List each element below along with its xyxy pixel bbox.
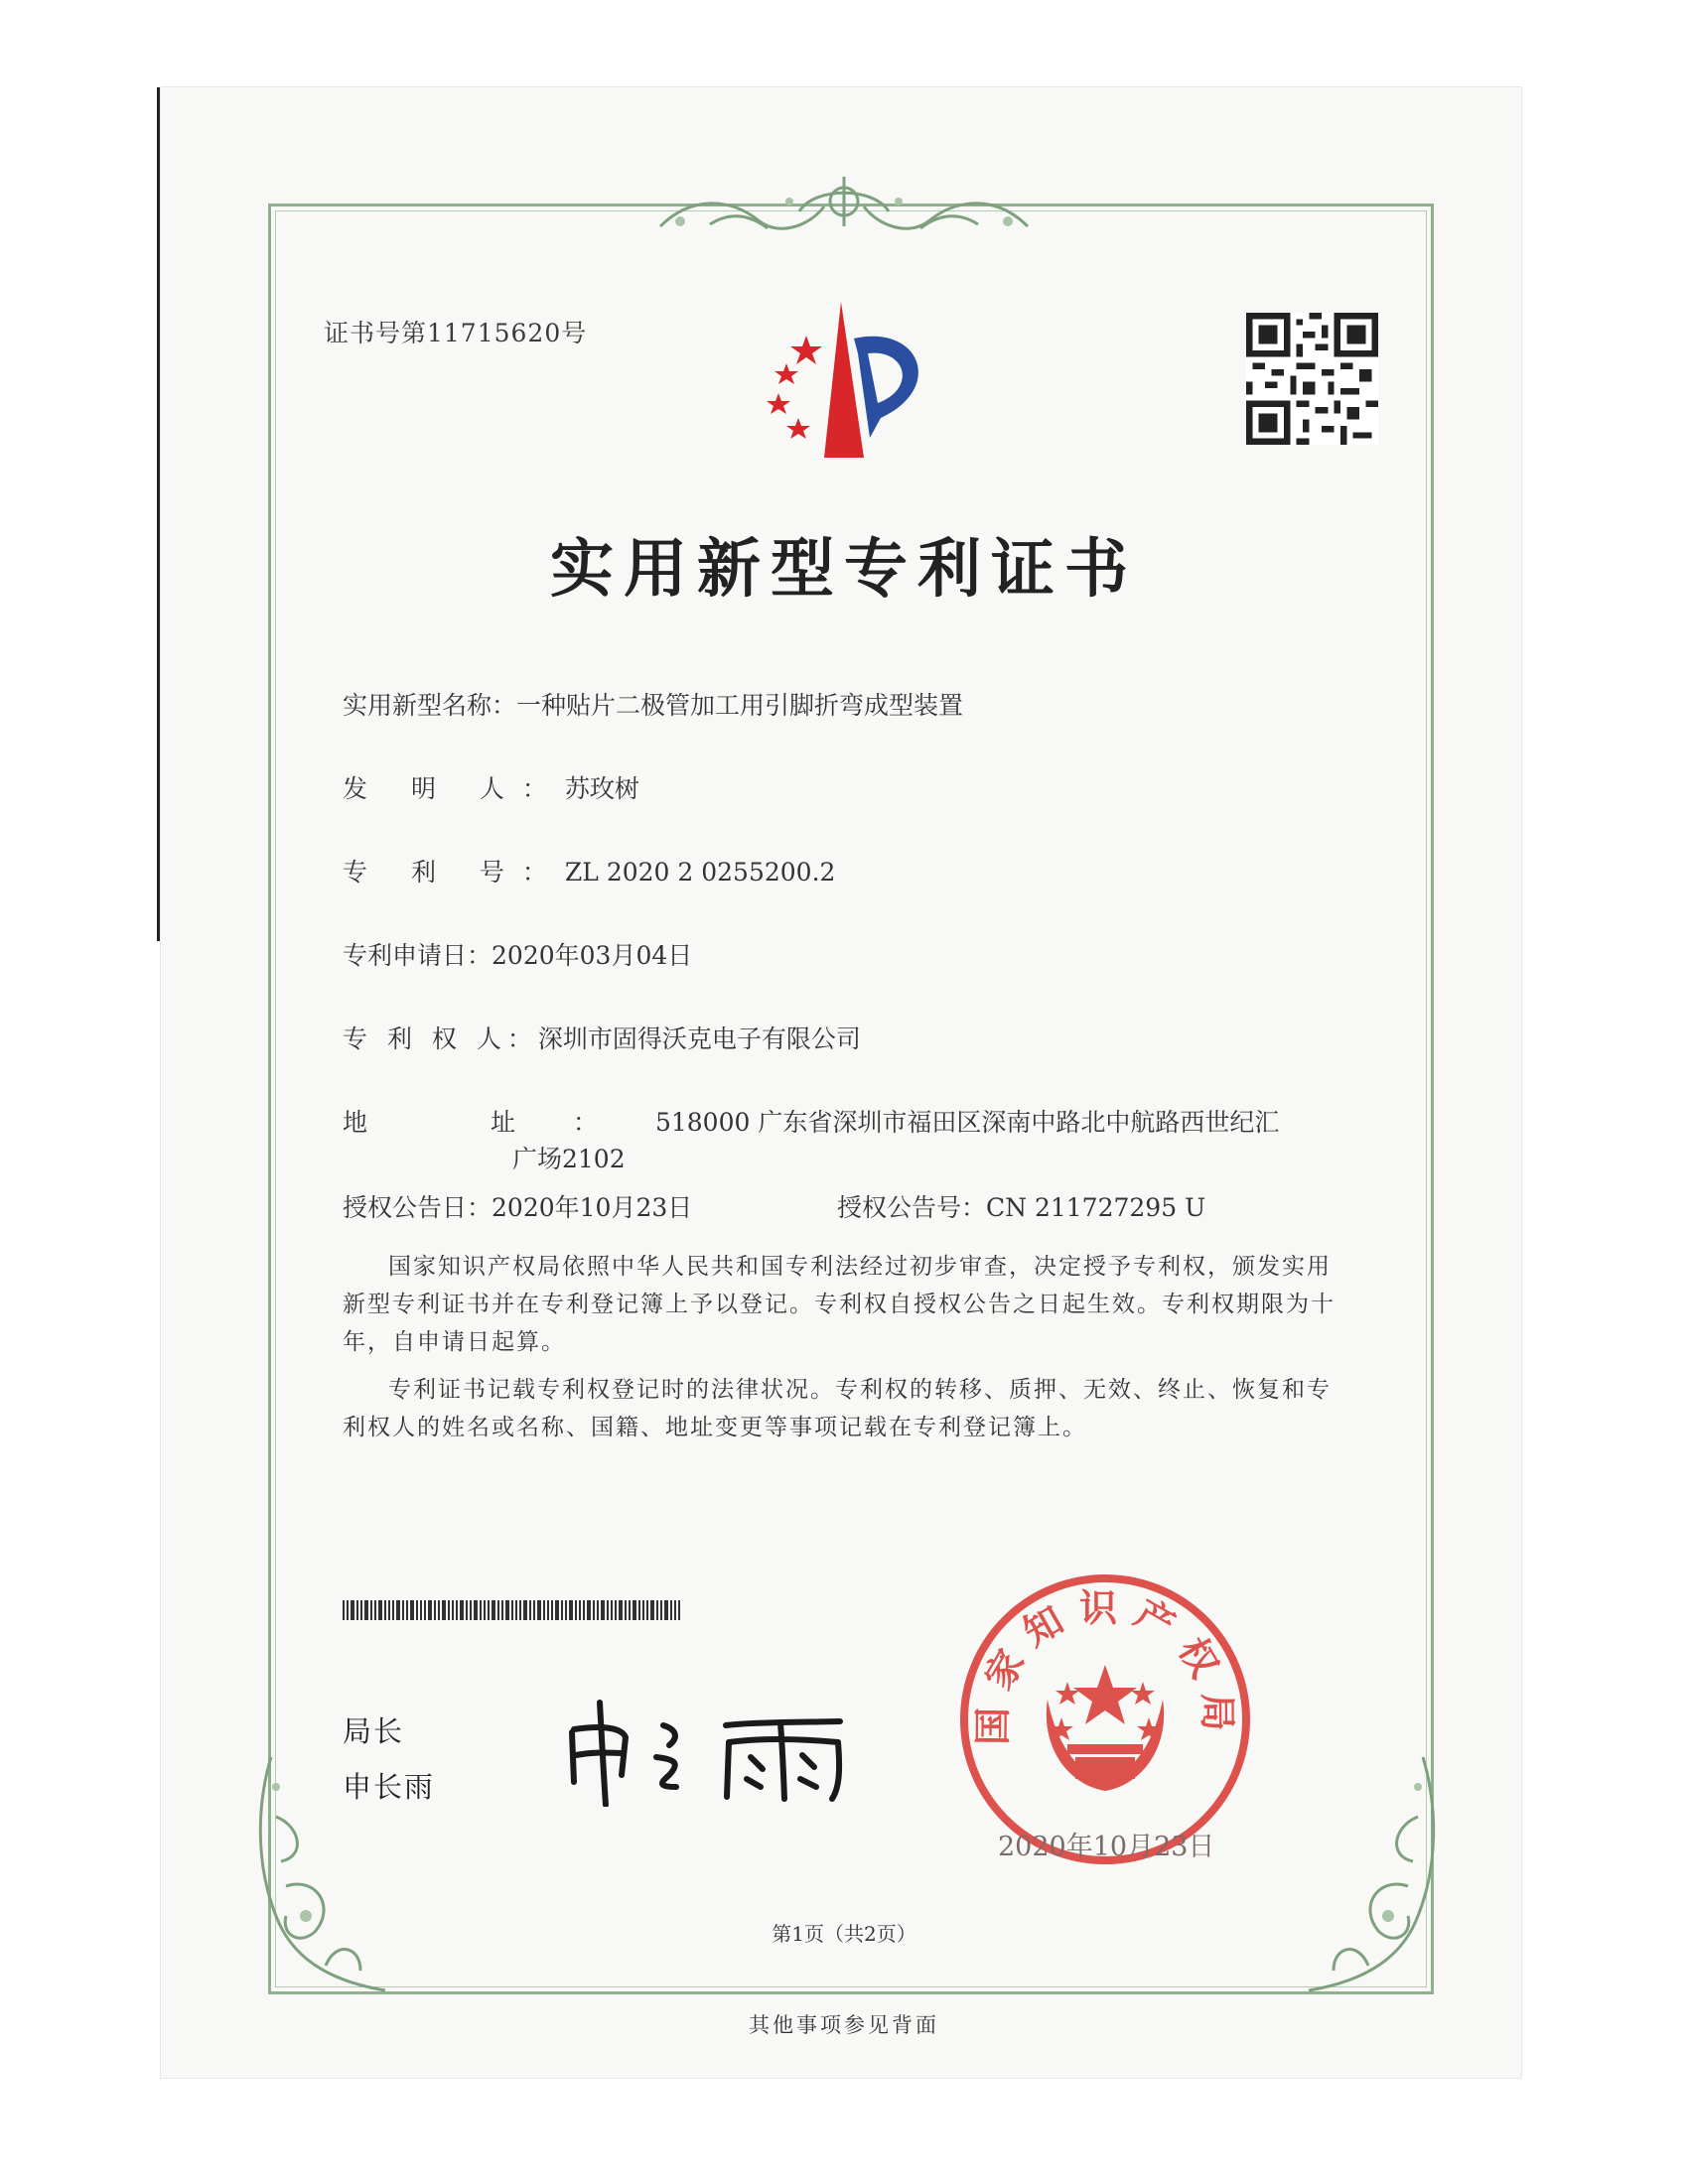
field-inventor bbox=[343, 769, 639, 805]
official-seal-icon bbox=[956, 1570, 1254, 1868]
field-value: 苏玫树 bbox=[564, 774, 639, 803]
body-paragraph-1: 国家知识产权局依照中华人民共和国专利法经过初步审查，决定授予专利权，颁发实用新型专利证书并在专利登记簿上予以登记。专利权自授权公告之日起生效。专利权期限为十年，自申请日起算。 bbox=[343, 1254, 1336, 1355]
seal-text: 国家知识产权局 bbox=[970, 1585, 1240, 1746]
field-label: 专 利 号： bbox=[343, 858, 565, 887]
certificate-number: 证书号第11715620号 bbox=[324, 319, 588, 347]
field-value: 深圳市固得沃克电子有限公司 bbox=[537, 1024, 861, 1053]
page-number: 第1页（共2页） bbox=[772, 1922, 916, 1946]
field-announce-date bbox=[343, 1188, 692, 1224]
field-label: 授权公告号： bbox=[837, 1193, 987, 1222]
seal-date: 2020年10月23日 bbox=[998, 1832, 1215, 1862]
field-value: 2020年10月23日 bbox=[492, 1193, 693, 1222]
field-value: 2020年03月04日 bbox=[492, 941, 693, 970]
director-title: 局长 bbox=[343, 1714, 405, 1748]
field-announce-number bbox=[837, 1188, 1205, 1224]
field-value: 一种贴片二极管加工用引脚折弯成型装置 bbox=[516, 691, 964, 720]
field-value: ZL 2020 2 0255200.2 bbox=[564, 858, 836, 887]
body-paragraph-2: 专利证书记载专利权登记时的法律状况。专利权的转移、质押、无效、终止、恢复和专利权人的姓名或名称、国籍、地址变更等事项记载在专利登记簿上。 bbox=[343, 1377, 1332, 1440]
field-label: 发 明 人： bbox=[343, 774, 565, 803]
qr-code-icon bbox=[1246, 313, 1378, 445]
handwritten-signature bbox=[552, 1688, 860, 1807]
field-label: 实用新型名称： bbox=[343, 691, 517, 720]
back-note: 其他事项参见背面 bbox=[749, 2013, 939, 2037]
top-ornament bbox=[650, 167, 1038, 246]
cnipa-emblem-icon bbox=[747, 294, 955, 468]
field-patentee bbox=[343, 1020, 861, 1055]
field-label: 专 利 权 人： bbox=[343, 1024, 538, 1053]
director-name: 申长雨 bbox=[343, 1770, 436, 1804]
certificate-title: 实用新型专利证书 bbox=[550, 532, 1138, 607]
field-address-line2: 广场2102 bbox=[512, 1145, 626, 1173]
field-address bbox=[343, 1103, 1279, 1139]
field-label: 授权公告日： bbox=[343, 1193, 492, 1222]
field-label: 地 址： bbox=[343, 1108, 655, 1137]
barcode-icon bbox=[343, 1600, 680, 1620]
field-value: CN 211727295 U bbox=[986, 1193, 1206, 1222]
field-patent-number bbox=[343, 853, 835, 888]
field-value: 518000 广东省深圳市福田区深南中路北中航路西世纪汇 bbox=[654, 1108, 1280, 1137]
field-utility-model-name bbox=[343, 686, 963, 722]
field-filing-date bbox=[343, 936, 692, 972]
bottom-right-ornament bbox=[1299, 1747, 1448, 2015]
field-label: 专利申请日： bbox=[343, 941, 492, 970]
